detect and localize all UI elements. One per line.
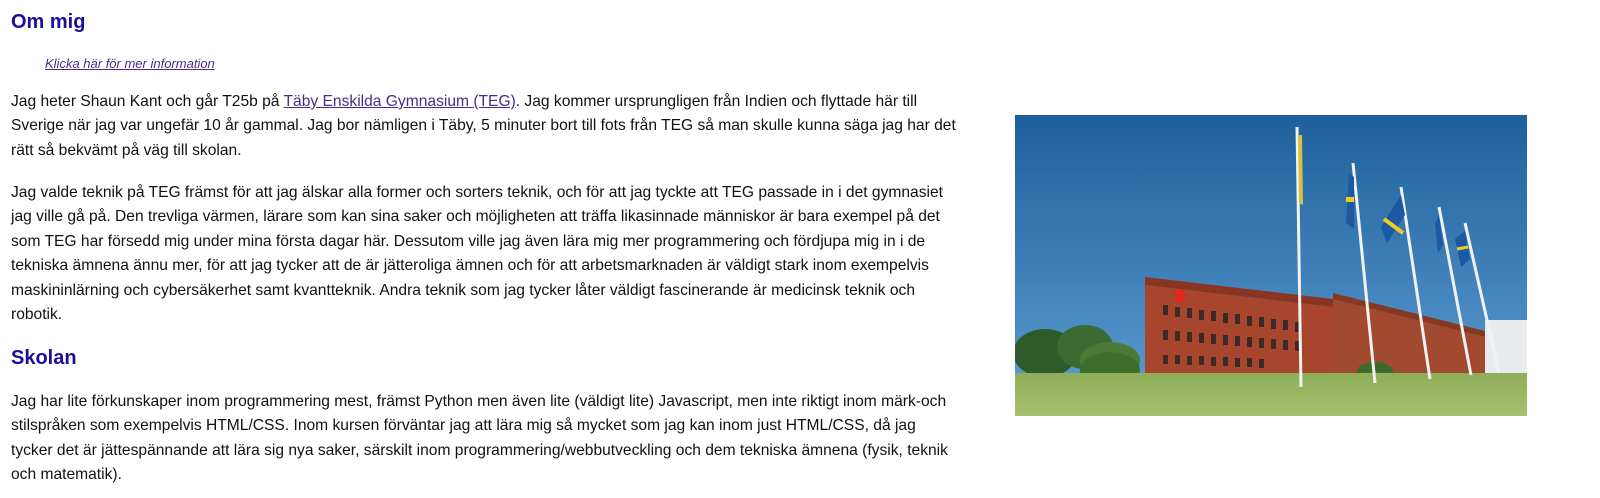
intro-text-start: Jag heter Shaun Kant och går T25b på [11,93,284,110]
intro-text-end: . Jag kommer ursprungligen från Indien och flyttade här till Sverige när jag var ungefär 10 år gammal. Jag bor nämligen i Täby, 5 minuter bort till fots från TEG så man skulle kunna säga jag har det rätt så bekvämt på väg till skolan. [11,93,956,159]
choice-paragraph: Jag valde teknik på TEG främst för att jag älskar alla former och sorters teknik, och för att jag tyckte att TEG passade in i det gymnasiet jag ville gå på. Den trevliga värmen, lärare som kan sina saker och möjligheten att träffa likasinnade människor är bara exempel på det som TEG har försedd mig under mina första dagar här. Dessutom ville jag även lära mig mer programmering och fördjupa mig in i de tekniska ämnena ännu mer, för att jag tycker att de är jätteroliga ämnen och för att arbetsmarknaden är väldigt stark inom exempelvis maskininlärning och cybersäkerhet samt kvantteknik. Andra teknik som jag tycker låter väldigt fascinerande är medicinsk teknik och robotik. [11,184,944,324]
school-paragraph: Jag har lite förkunskaper inom programmering mest, främst Python men även lite (väldigt lite) Javascript, men inte riktigt inom märk-och stilspråken som exempelvis HTML/CSS. Inom kursen förväntar jag att lära mig så mycket som jag kan inom just HTML/CSS, då jag tycker det är jättespännande att lära sig nya saker, särskilt inom programmering/webbutveckling och dem tekniska ämnena (fysik, teknik och matematik). [11,393,948,484]
school-link[interactable]: Täby Enskilda Gymnasium (TEG) [283,93,516,110]
school-photo [1015,115,1527,416]
more-info-link[interactable]: Klicka här för mer information [45,56,215,71]
about-heading: Om mig [11,11,86,33]
intro-paragraph [11,90,956,163]
school-heading: Skolan [11,347,77,369]
